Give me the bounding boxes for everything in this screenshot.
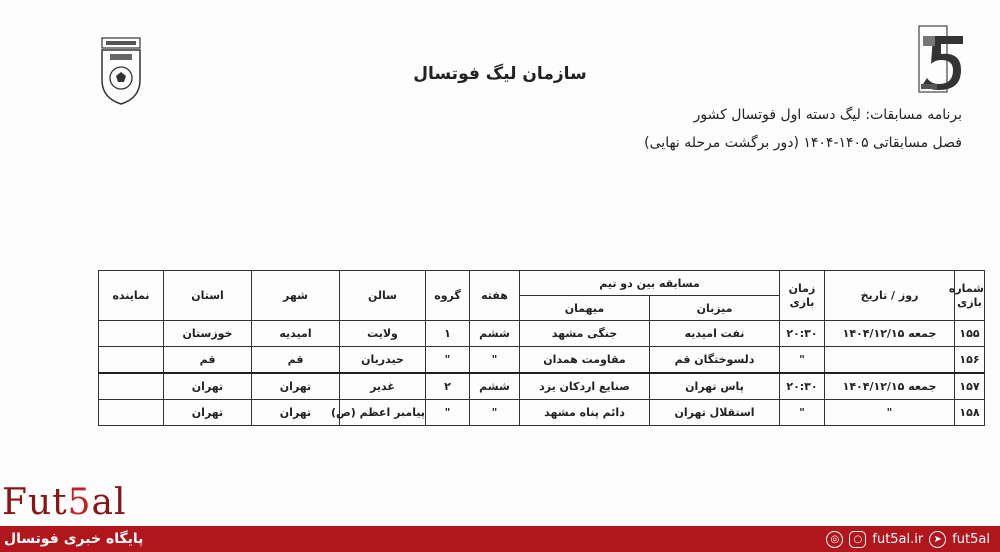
globe-icon[interactable]: ◎ xyxy=(826,531,843,548)
cell-hall: غدیر xyxy=(340,373,426,400)
cell-guest: صنایع اردکان یزد xyxy=(520,373,650,400)
instagram-icon[interactable]: ○ xyxy=(849,531,866,548)
table-row xyxy=(99,321,985,347)
header-week: هفته xyxy=(470,271,520,321)
cell-representative xyxy=(99,400,164,426)
cell-group: " xyxy=(426,347,470,374)
cell-week: " xyxy=(470,400,520,426)
header-time: زمان بازی xyxy=(780,271,825,321)
cell-representative xyxy=(99,347,164,374)
header-group: گروه xyxy=(426,271,470,321)
header-city: شهر xyxy=(252,271,340,321)
program-title: برنامه مسابقات: لیگ دسته اول فوتسال کشور xyxy=(693,107,962,123)
cell-city: امیدیه xyxy=(252,321,340,347)
footer-bar xyxy=(0,526,1000,552)
cell-week: " xyxy=(470,347,520,374)
header-province: استان xyxy=(164,271,252,321)
cell-representative xyxy=(99,321,164,347)
cell-province: تهران xyxy=(164,373,252,400)
cell-representative xyxy=(99,373,164,400)
cell-host: دلسوختگان قم xyxy=(650,347,780,374)
cell-hall: حیدریان xyxy=(340,347,426,374)
cell-match-no: ۱۵۵ xyxy=(955,321,985,347)
telegram-icon[interactable]: ➤ xyxy=(929,531,946,548)
cell-host: استقلال تهران xyxy=(650,400,780,426)
brand-part-five: 5 xyxy=(67,482,92,523)
cell-host: پاس تهران xyxy=(650,373,780,400)
cell-host: نفت امیدیه xyxy=(650,321,780,347)
organization-title: سازمان لیگ فوتسال xyxy=(413,64,587,84)
brand-wordmark xyxy=(2,482,127,523)
cell-province: قم xyxy=(164,347,252,374)
cell-province: خوزستان xyxy=(164,321,252,347)
header-date: روز / تاریخ xyxy=(825,271,955,321)
cell-time: " xyxy=(780,347,825,374)
footer-links xyxy=(826,526,990,552)
cell-province: تهران xyxy=(164,400,252,426)
header-guest: میهمان xyxy=(520,296,650,321)
futsal-league-logo-icon xyxy=(917,22,967,96)
cell-date: " xyxy=(825,400,955,426)
cell-city: تهران xyxy=(252,373,340,400)
cell-week: ششم xyxy=(470,373,520,400)
cell-time: " xyxy=(780,400,825,426)
website-link[interactable]: fut5al.ir xyxy=(872,531,924,547)
cell-match-no: ۱۵۸ xyxy=(955,400,985,426)
season-title: فصل مسابقاتی ۱۴۰۵-۱۴۰۴ (دور برگشت مرحله نهایی) xyxy=(644,135,962,151)
cell-city: قم xyxy=(252,347,340,374)
cell-hall: پیامبر اعظم (ص) xyxy=(340,400,426,426)
header-representative: نماینده xyxy=(99,271,164,321)
cell-date xyxy=(825,347,955,374)
header-host: میزبان xyxy=(650,296,780,321)
match-schedule-table xyxy=(98,270,985,426)
cell-group: ۲ xyxy=(426,373,470,400)
table-row xyxy=(99,347,985,374)
telegram-handle[interactable]: fut5al xyxy=(952,531,990,547)
header-match: مسابقه بین دو تیم xyxy=(520,271,780,296)
cell-group: ۱ xyxy=(426,321,470,347)
brand-part-a: Fut xyxy=(2,482,68,523)
cell-time: ۲۰:۳۰ xyxy=(780,321,825,347)
cell-match-no: ۱۵۶ xyxy=(955,347,985,374)
table-row xyxy=(99,400,985,426)
cell-time: ۲۰:۳۰ xyxy=(780,373,825,400)
table-row xyxy=(99,373,985,400)
cell-date: جمعه ۱۴۰۴/۱۲/۱۵ xyxy=(825,321,955,347)
cell-guest: مقاومت همدان xyxy=(520,347,650,374)
cell-guest: دائم پناه مشهد xyxy=(520,400,650,426)
cell-match-no: ۱۵۷ xyxy=(955,373,985,400)
cell-week: ششم xyxy=(470,321,520,347)
cell-city: تهران xyxy=(252,400,340,426)
cell-guest: جنگی مشهد xyxy=(520,321,650,347)
cell-date: جمعه ۱۴۰۴/۱۲/۱۵ xyxy=(825,373,955,400)
footer-tagline: پایگاه خبری فوتسال xyxy=(4,531,144,547)
header-hall: سالن xyxy=(340,271,426,321)
header-match-no: شماره بازی xyxy=(955,271,985,321)
cell-group: " xyxy=(426,400,470,426)
brand-part-c: al xyxy=(91,482,127,523)
cell-hall: ولایت xyxy=(340,321,426,347)
